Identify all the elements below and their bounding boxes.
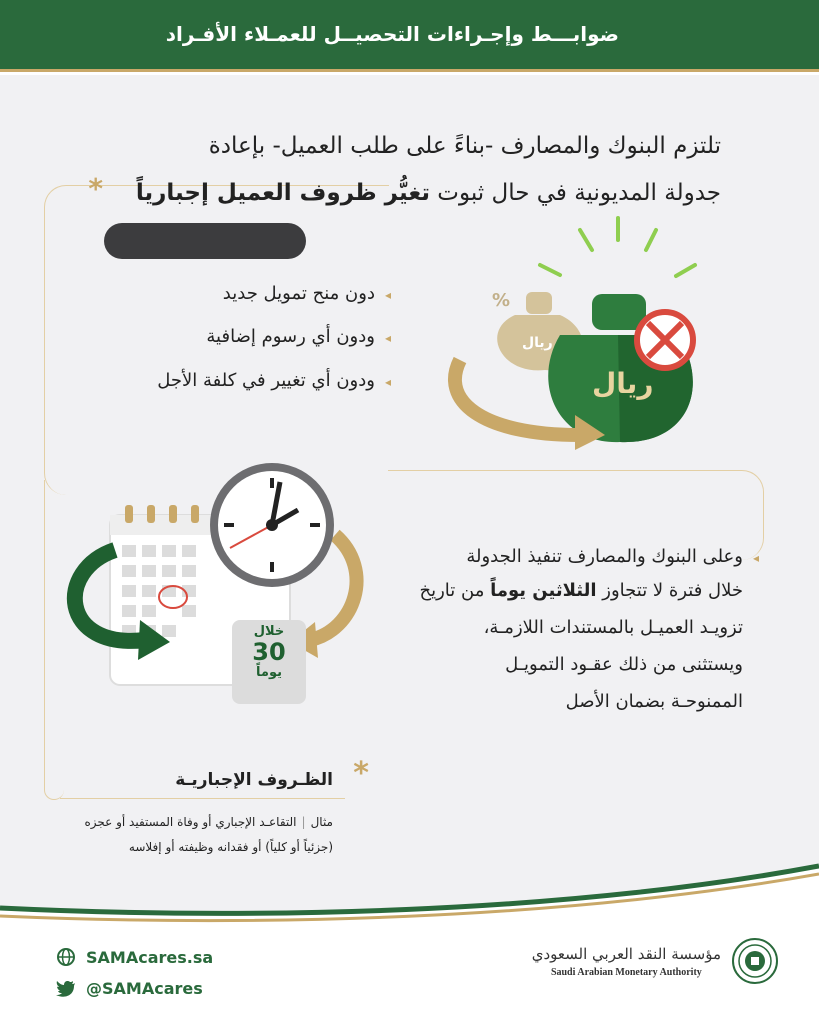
note-title: الظـروف الإجباريـة bbox=[175, 770, 333, 790]
note-asterisk: * bbox=[353, 756, 369, 791]
org-name-en: Saudi Arabian Monetary Authority bbox=[550, 966, 702, 978]
bullet-arrow-icon: ◂ bbox=[752, 551, 759, 565]
intro-line-2-regular: جدولة المديونية في حال ثبوت bbox=[430, 180, 721, 206]
bullet-label: دون منح تمويل جديد bbox=[222, 283, 375, 304]
bullet-arrow-icon: ◂ bbox=[384, 375, 391, 389]
badge-top-label: خلال bbox=[253, 624, 285, 639]
intro-line-2-bold: تغيُّر ظروف العميل إجبارياً bbox=[135, 180, 430, 206]
bullet-item-no-cost-change bbox=[157, 370, 391, 391]
page-title: ضوابـــط وإجـراءات التحصيــل للعمـلاء الأفـراد bbox=[165, 22, 619, 46]
twitter-text: @SAMAcares bbox=[86, 979, 203, 998]
bullet-label: ودون أي رسوم إضافية bbox=[206, 326, 375, 347]
bullet-arrow-icon: ◂ bbox=[384, 331, 391, 345]
money-bags-illustration bbox=[420, 210, 720, 450]
decorative-swoosh bbox=[0, 860, 819, 930]
bullet-item-new-financing bbox=[223, 283, 391, 304]
schedule-line-4: ويستثنى من ذلك عقـود التمويـل bbox=[505, 654, 743, 675]
big-bag-label: ريال bbox=[592, 367, 654, 400]
sama-emblem-icon bbox=[731, 937, 779, 985]
small-bag-label: ريال bbox=[522, 335, 553, 351]
schedule-line-5: الممنوحـة بضمان الأصل bbox=[565, 691, 743, 712]
note-line-1-text: التقاعـد الإجباري أو وفاة المستفيد أو عجزه bbox=[84, 815, 297, 829]
website-link[interactable] bbox=[56, 947, 213, 967]
calendar-clock-illustration bbox=[50, 460, 370, 710]
bullet-label: ودون أي تغيير في كلفة الأجل bbox=[157, 370, 375, 391]
thirty-days-badge bbox=[232, 620, 306, 704]
percent-icon: % bbox=[492, 290, 511, 311]
bullet-item-no-fees bbox=[206, 326, 391, 347]
schedule-line-1 bbox=[466, 546, 759, 567]
footer bbox=[0, 925, 819, 1024]
schedule-line-3: تزويـد العميـل بالمستندات اللازمـة، bbox=[483, 617, 743, 638]
note-line-2: (جزئياً أو كلياً) أو فقدانه وظيفته أو إفلاسه bbox=[128, 840, 333, 854]
intro-line-1: تلتزم البنوك والمصارف -بناءً على طلب العميل- بإعادة bbox=[208, 133, 721, 159]
bullet-arrow-icon: ◂ bbox=[384, 288, 391, 302]
sama-logo bbox=[532, 937, 779, 985]
globe-icon bbox=[56, 947, 76, 967]
note-label: مثال bbox=[310, 815, 333, 829]
schedule-line-2 bbox=[419, 580, 743, 601]
prohibited-icon bbox=[637, 312, 693, 368]
frame-line-bottom bbox=[60, 798, 345, 799]
sparkle-lines-icon bbox=[540, 218, 695, 276]
badge-number: 30 bbox=[252, 638, 286, 666]
redacted-bar bbox=[104, 223, 306, 259]
clock-icon bbox=[210, 463, 334, 587]
header-bar bbox=[0, 0, 819, 72]
schedule-line-1-text: وعلى البنوك والمصارف تنفيذ الجدولة bbox=[466, 546, 743, 567]
note-line-1: مثال|التقاعـد الإجباري أو وفاة المستفيد أو عجزه bbox=[84, 815, 333, 829]
twitter-icon bbox=[56, 980, 76, 998]
intro-line-2 bbox=[136, 180, 721, 206]
schedule-line-2-post: من تاريخ bbox=[419, 580, 491, 601]
twitter-link[interactable] bbox=[56, 979, 203, 998]
schedule-line-2-bold: الثلاثين يوماً bbox=[490, 580, 597, 601]
schedule-line-2-pre: خلال فترة لا تتجاوز bbox=[596, 580, 743, 601]
org-name-ar: مؤسسة النقد العربي السعودي bbox=[531, 944, 721, 963]
badge-bottom-label: يوماً bbox=[256, 665, 282, 680]
website-text: SAMAcares.sa bbox=[86, 947, 214, 967]
intro-asterisk: * bbox=[88, 172, 103, 205]
